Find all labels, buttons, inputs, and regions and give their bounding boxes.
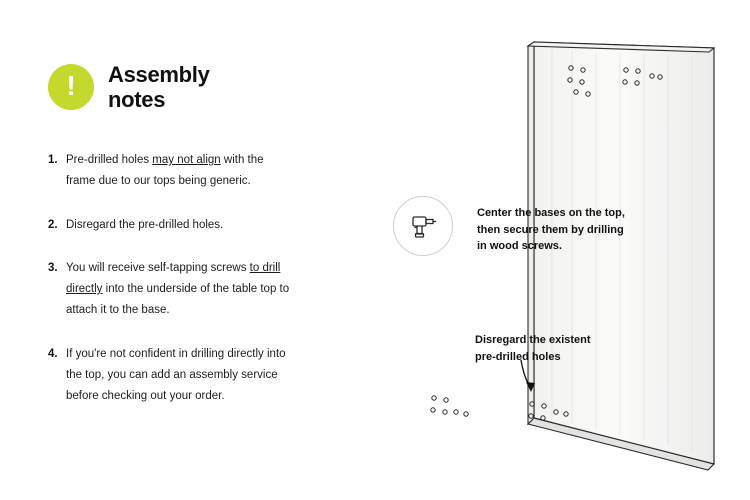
drill-glyph xyxy=(408,211,438,241)
list-item-text xyxy=(66,150,294,193)
callout-center-bases: Center the bases on the top, then secure them by drilling in wood screws. xyxy=(477,207,625,252)
list-item-number: 2. xyxy=(48,218,58,231)
list-item-number: 4. xyxy=(48,347,58,360)
predrilled-holes-bottom-left xyxy=(431,396,468,416)
page-title: Assembly notes xyxy=(108,62,210,113)
note-segment: into the underside of the table top to attach it to the base. xyxy=(66,283,290,317)
note-segment: You will receive self-tapping screws xyxy=(66,261,250,274)
list-item xyxy=(48,344,318,408)
list-item xyxy=(48,150,318,193)
exclamation-icon xyxy=(48,64,94,110)
heading-row xyxy=(48,62,318,112)
note-segment: If you're not confident in drilling directly into the top, you can add an assembly service before checking out your order. xyxy=(66,347,286,403)
note-segment: Disregard the pre-drilled holes. xyxy=(66,218,224,231)
list-item-text xyxy=(66,258,294,322)
note-segment-underlined: to drill directly xyxy=(66,261,281,296)
list-item xyxy=(48,258,318,322)
list-item xyxy=(48,215,318,236)
callout-disregard-holes: Disregard the existent pre-drilled holes xyxy=(475,334,591,363)
drill-icon xyxy=(393,196,453,256)
list-item-text xyxy=(66,215,223,236)
list-item-text xyxy=(66,344,294,408)
note-segment: with the frame due to our tops being generic. xyxy=(66,154,264,188)
notes-column xyxy=(48,62,318,430)
note-segment-underlined: may not align xyxy=(152,154,221,167)
list-item-number: 1. xyxy=(48,154,58,167)
tabletop-illustration xyxy=(300,0,750,500)
note-segment: Pre-drilled holes xyxy=(66,154,153,167)
notes-list xyxy=(48,150,318,407)
exclamation-glyph: ! xyxy=(66,70,76,102)
list-item-number: 3. xyxy=(48,261,58,274)
